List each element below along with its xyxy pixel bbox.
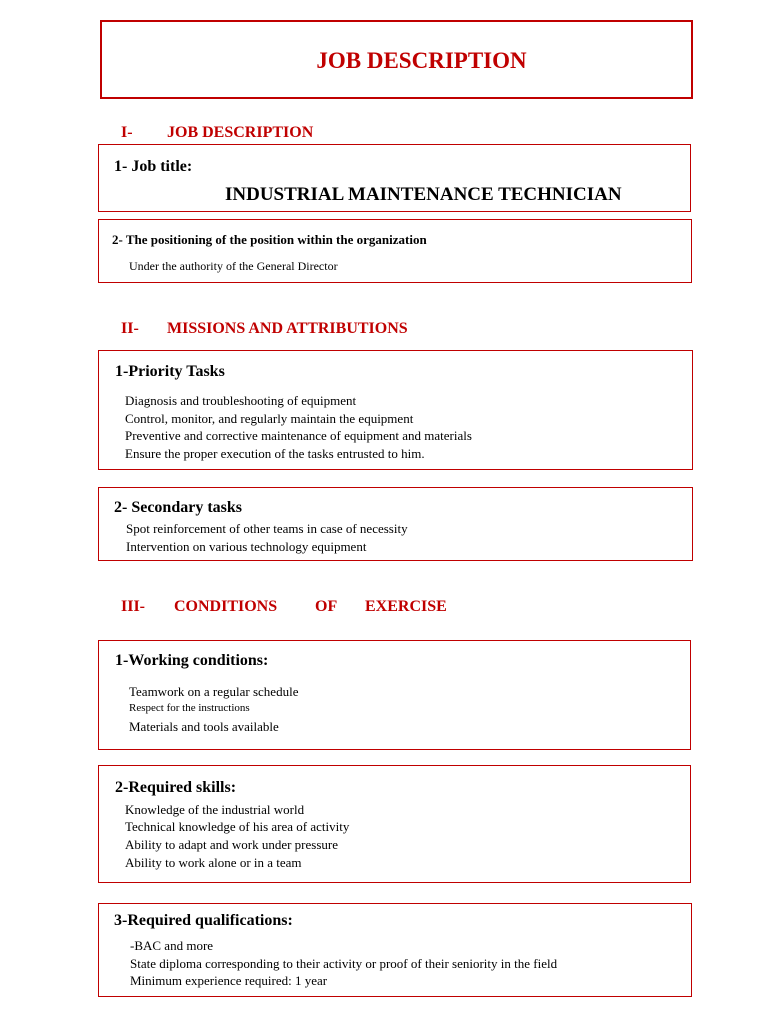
- list-item: Ensure the proper execution of the tasks entrusted to him.: [125, 446, 425, 461]
- positioning-box: [98, 219, 692, 283]
- section-3-title-word-2: OF: [315, 598, 338, 615]
- working-conditions-label: 1-Working conditions:: [115, 652, 269, 669]
- document-title: JOB DESCRIPTION: [316, 48, 527, 73]
- positioning-value: Under the authority of the General Director: [129, 259, 338, 273]
- list-item: Ability to work alone or in a team: [125, 855, 302, 870]
- required-skills-box: [98, 765, 691, 883]
- list-item: Spot reinforcement of other teams in case of necessity: [126, 521, 408, 536]
- list-item: -BAC and more: [130, 938, 214, 953]
- section-3-number: III-: [121, 598, 146, 615]
- priority-tasks-label: 1-Priority Tasks: [115, 363, 225, 380]
- required-skills-label: 2-Required skills:: [115, 779, 237, 796]
- section-2-title: MISSIONS AND ATTRIBUTIONS: [167, 320, 408, 337]
- list-item: Minimum experience required: 1 year: [130, 973, 328, 988]
- list-item: Diagnosis and troubleshooting of equipment: [125, 393, 357, 408]
- title-box: [100, 20, 693, 99]
- list-item: Preventive and corrective maintenance of equipment and materials: [125, 428, 472, 443]
- secondary-tasks-label: 2- Secondary tasks: [114, 499, 243, 516]
- list-item: Ability to adapt and work under pressure: [125, 837, 339, 852]
- section-2-number: II-: [121, 320, 139, 337]
- working-conditions-box: [98, 640, 691, 750]
- list-item: Respect for the instructions: [129, 702, 250, 714]
- required-qualifications-label: 3-Required qualifications:: [114, 912, 293, 929]
- list-item: Technical knowledge of his area of activity: [125, 819, 350, 834]
- list-item: Knowledge of the industrial world: [125, 802, 305, 817]
- list-item: Teamwork on a regular schedule: [129, 684, 299, 699]
- positioning-label: 2- The positioning of the position within the organization: [112, 232, 427, 247]
- list-item: Materials and tools available: [129, 719, 279, 734]
- priority-tasks-box: [98, 350, 693, 470]
- section-1-title: JOB DESCRIPTION: [167, 124, 314, 141]
- list-item: State diploma corresponding to their activity or proof of their seniority in the field: [130, 956, 558, 971]
- secondary-tasks-box: [98, 487, 693, 561]
- list-item: Control, monitor, and regularly maintain the equipment: [125, 411, 414, 426]
- section-1-number: I-: [121, 124, 133, 141]
- section-3-title-word-1: CONDITIONS: [174, 598, 278, 615]
- list-item: Intervention on various technology equipment: [126, 539, 367, 554]
- job-title-value: INDUSTRIAL MAINTENANCE TECHNICIAN: [225, 184, 622, 205]
- section-3-title-word-3: EXERCISE: [365, 598, 447, 615]
- job-title-label: 1- Job title:: [114, 158, 193, 175]
- job-title-box: [98, 144, 691, 212]
- required-qualifications-box: [98, 903, 692, 997]
